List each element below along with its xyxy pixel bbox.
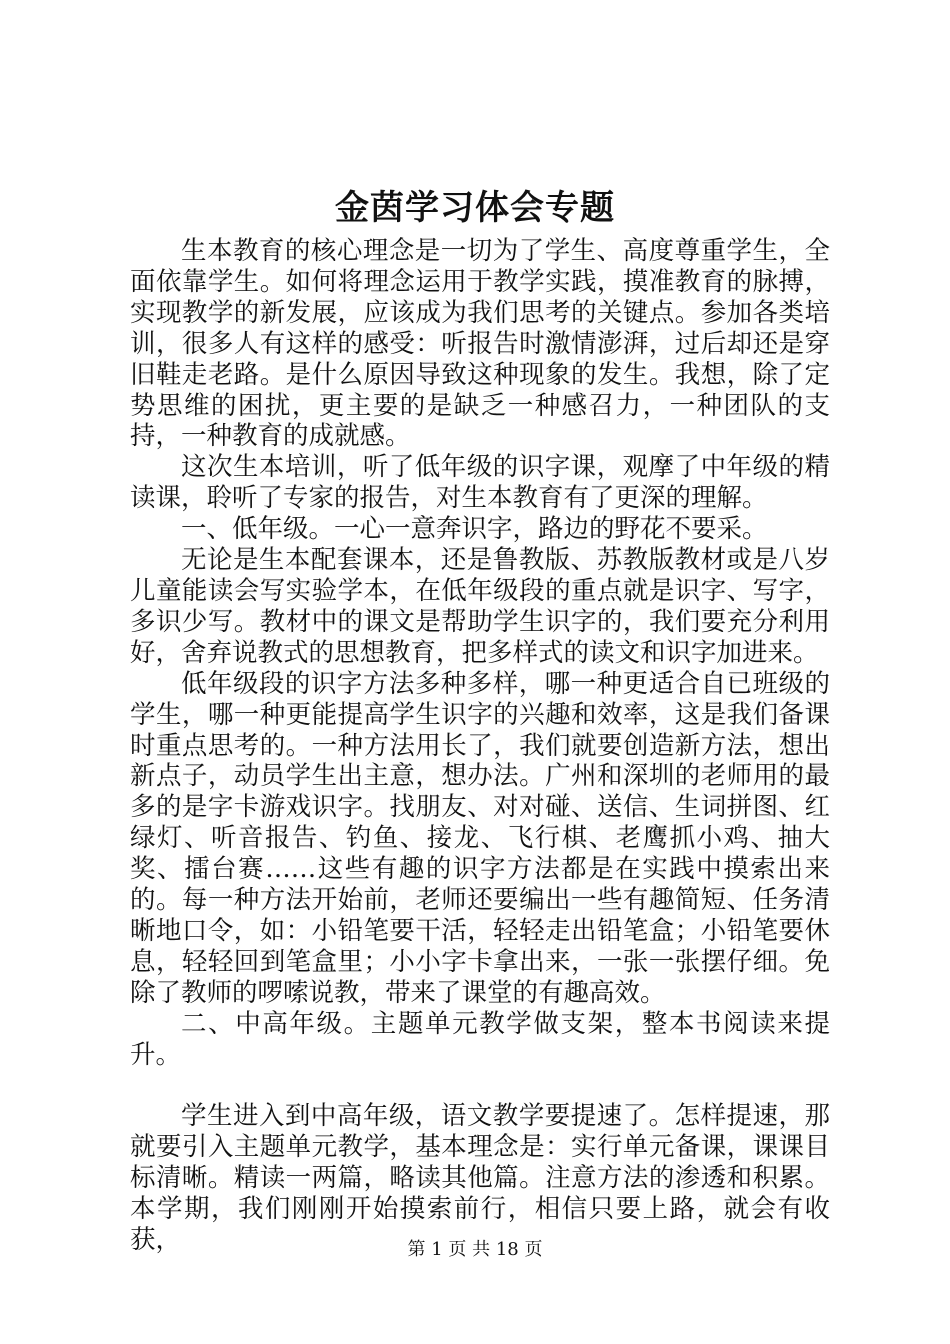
paragraph-spacer xyxy=(130,1070,830,1101)
document-body xyxy=(130,236,830,1256)
paragraph-upper-grade: 学生进入到中高年级，语文教学要提速了。怎样提速，那就要引入主题单元教学，基本理念是：实行单元备课，课课目标清晰。精读一两篇，略读其他篇。注意方法的渗透和积累。本学期，我们刚刚开始摸索前行，相信只要上路，就会有收获， xyxy=(130,1101,830,1256)
paragraph-literacy-methods: 低年级段的识字方法多种多样，哪一种更适合自已班级的学生，哪一种更能提高学生识字的兴趣和效率，这是我们备课时重点思考的。一种方法用长了，我们就要创造新方法，想出新点子，动员学生出主意，想办法。广州和深圳的老师用的最多的是字卡游戏识字。找朋友、对对碰、送信、生词拼图、红绿灯、听音报告、钓鱼、接龙、飞行棋、老鹰抓小鸡、抽大奖、擂台赛……这些有趣的识字方法都是在实践中摸索出来的。每一种方法开始前，老师还要编出一些有趣简短、任务清晰地口令，如：小铅笔要干活，轻轻走出铅笔盒；小铅笔要休息，轻轻回到笔盒里；小小字卡拿出来，一张一张摆仔细。免除了教师的啰嗦说教，带来了课堂的有趣高效。 xyxy=(130,668,830,1008)
document-title: 金茵学习体会专题 xyxy=(335,188,615,228)
paragraph-intro: 生本教育的核心理念是一切为了学生、高度尊重学生，全面依靠学生。如何将理念运用于教学实践，摸准教育的脉搏，实现教学的新发展，应该成为我们思考的关键点。参加各类培训，很多人有这样的感受：听报告时激情澎湃，过后却还是穿旧鞋走老路。是什么原因导致这种现象的发生。我想，除了定势思维的困扰，更主要的是缺乏一种感召力，一种团队的支持，一种教育的成就感。 xyxy=(130,236,830,452)
section-heading-upper-grade: 二、中高年级。主题单元教学做支架，整本书阅读来提升。 xyxy=(130,1008,830,1070)
paragraph-training: 这次生本培训，听了低年级的识字课，观摩了中年级的精读课，聆听了专家的报告，对生本教育有了更深的理解。 xyxy=(130,452,830,514)
page-number-footer: 第 1 页 共 18 页 xyxy=(407,1239,543,1260)
section-heading-lower-grade: 一、低年级。一心一意奔识字，路边的野花不要采。 xyxy=(181,514,768,545)
paragraph-textbooks: 无论是生本配套课本，还是鲁教版、苏教版教材或是八岁儿童能读会写实验学本，在低年级段的重点就是识字、写字，多识少写。教材中的课文是帮助学生识字的，我们要充分利用好，舍弃说教式的思想教育，把多样式的读文和识字加进来。 xyxy=(130,545,830,668)
